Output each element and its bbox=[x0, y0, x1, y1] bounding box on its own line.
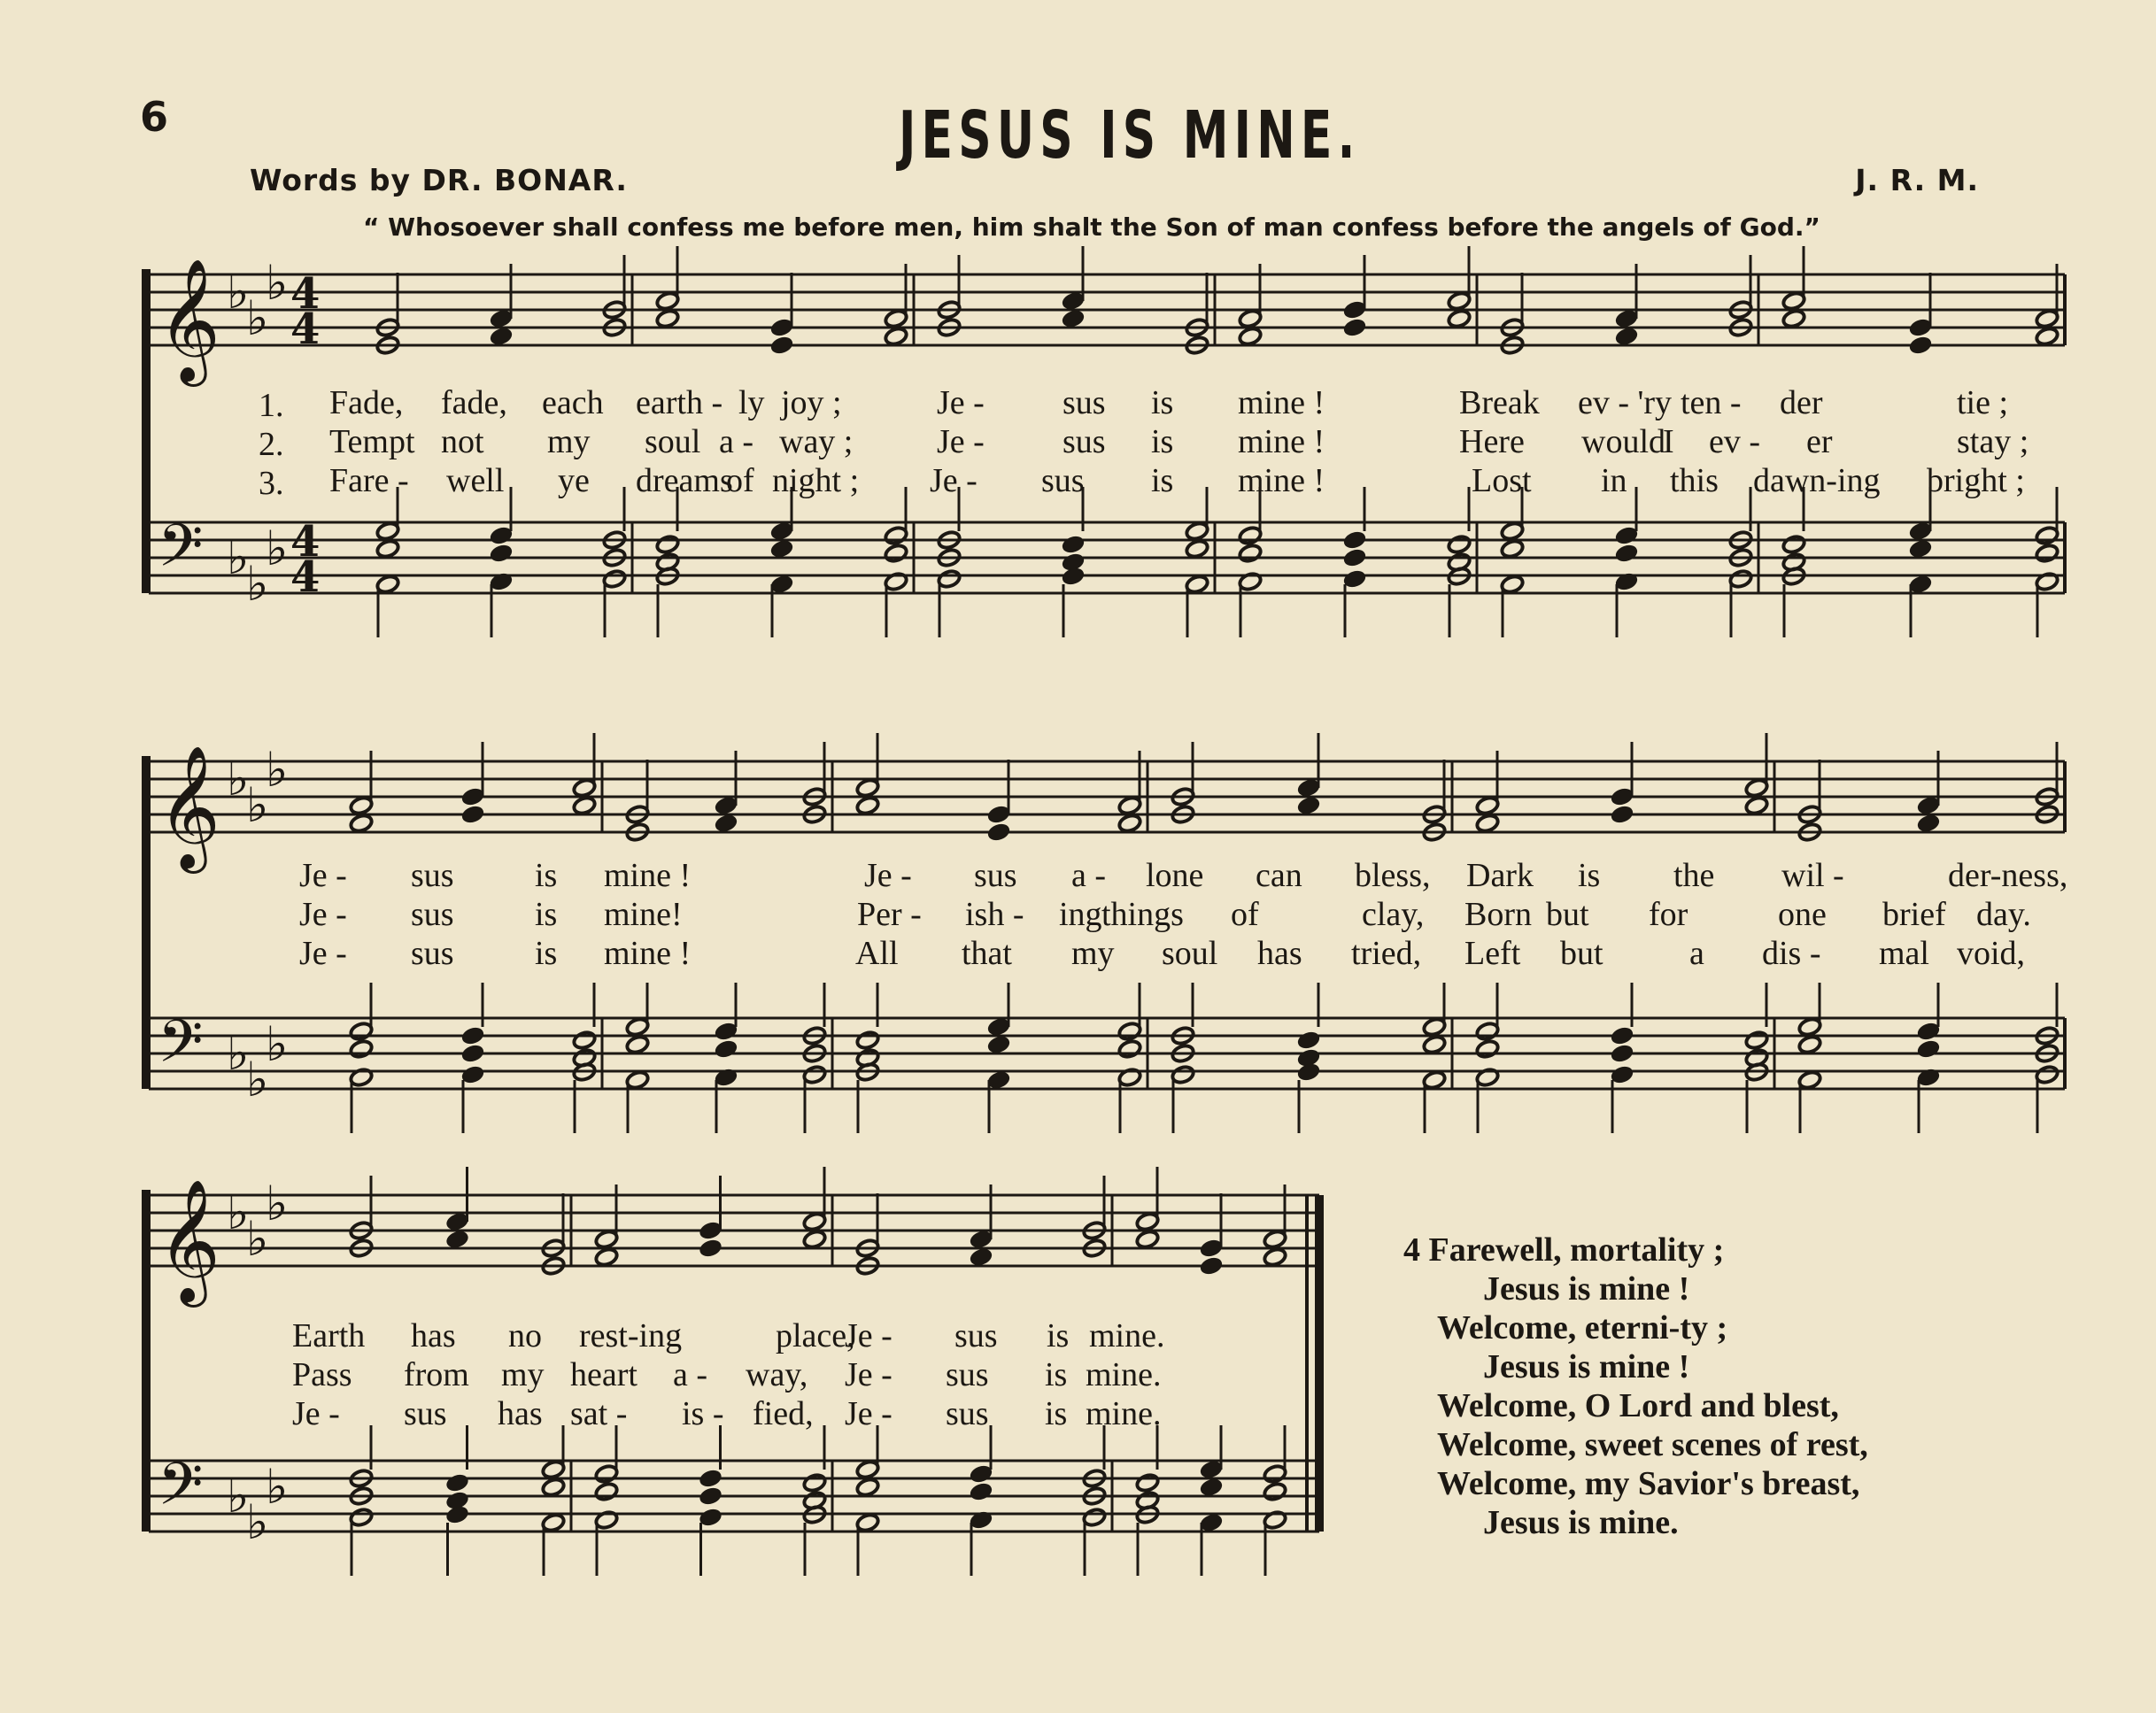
lyric-syllable: Earth bbox=[292, 1317, 366, 1354]
note-head bbox=[655, 534, 680, 554]
note-head bbox=[2035, 543, 2059, 563]
note-head bbox=[769, 335, 794, 355]
lyric-syllable: that bbox=[962, 935, 1012, 972]
lyric-syllable: Je - bbox=[937, 384, 985, 421]
note-head bbox=[1500, 538, 1525, 559]
treble-clef-icon: 𝄞 bbox=[158, 1179, 220, 1302]
note-head bbox=[444, 1504, 469, 1524]
page-number: 6 bbox=[140, 93, 169, 141]
lyric-syllable: is bbox=[535, 935, 558, 972]
lyric-syllable: Je - bbox=[845, 1356, 893, 1393]
note-head bbox=[460, 804, 485, 824]
note-head bbox=[625, 1034, 650, 1054]
lyric-syllable: Lost bbox=[1472, 462, 1532, 499]
note-head bbox=[1342, 529, 1367, 550]
lyric-syllable: sus bbox=[1063, 423, 1106, 460]
lyric-syllable: Fare - bbox=[329, 462, 409, 499]
lyric-syllable: mine. bbox=[1086, 1395, 1162, 1432]
lyric-syllable: sus bbox=[1063, 384, 1106, 421]
time-signature: 4 bbox=[290, 552, 321, 602]
note-head bbox=[1475, 813, 1500, 833]
composer-credit: J. R. M. bbox=[1855, 163, 1979, 197]
flat-icon: ♭ bbox=[246, 556, 269, 612]
lyric-syllable: Je - bbox=[864, 857, 912, 894]
note-head bbox=[2035, 326, 2059, 346]
lyric-syllable: sus bbox=[1041, 462, 1085, 499]
lyric-syllable: a bbox=[1689, 935, 1704, 972]
note-head bbox=[714, 1038, 738, 1059]
note-head bbox=[1610, 804, 1634, 824]
lyric-syllable: soul bbox=[645, 423, 701, 460]
note-head bbox=[572, 1030, 597, 1050]
lyric-syllable: mine ! bbox=[1238, 423, 1325, 460]
stanza-4-line-8: Jesus is mine. bbox=[1483, 1504, 1679, 1541]
note-head bbox=[1117, 1038, 1142, 1059]
note-head bbox=[1199, 1477, 1224, 1497]
flat-icon: ♭ bbox=[227, 751, 250, 806]
flat-icon: ♭ bbox=[246, 290, 269, 346]
note-head bbox=[1614, 326, 1639, 346]
lyric-syllable: brief bbox=[1882, 896, 1946, 933]
lyric-syllable: Fade, bbox=[329, 384, 404, 421]
lyric-syllable: Je - bbox=[930, 462, 978, 499]
lyric-syllable: tried, bbox=[1351, 935, 1422, 972]
note-head bbox=[1797, 1034, 1822, 1054]
lyric-syllable: dreams bbox=[636, 462, 733, 499]
lyric-syllable: Here bbox=[1459, 423, 1525, 460]
lyric-syllable: is bbox=[1045, 1395, 1068, 1432]
lyric-syllable: wil - bbox=[1781, 857, 1844, 894]
lyric-syllable: Born bbox=[1464, 896, 1532, 933]
flat-icon: ♭ bbox=[246, 777, 269, 833]
verse-number-2: 2. bbox=[259, 426, 284, 463]
note-head bbox=[986, 822, 1011, 842]
note-head bbox=[1296, 1061, 1321, 1082]
flat-icon: ♭ bbox=[246, 1052, 269, 1107]
note-head bbox=[714, 813, 738, 833]
note-head bbox=[698, 1485, 723, 1506]
lyric-syllable: mine ! bbox=[1238, 462, 1325, 499]
note-head bbox=[460, 1043, 485, 1063]
hymn-title: JESUS IS MINE. bbox=[899, 97, 1361, 174]
lyric-syllable: bright ; bbox=[1927, 462, 2025, 499]
stanza-4-line-4: Jesus is mine ! bbox=[1483, 1348, 1690, 1385]
note-head bbox=[884, 543, 908, 563]
lyric-syllable: is bbox=[1578, 857, 1601, 894]
bass-clef-icon: 𝄢 bbox=[158, 1007, 204, 1090]
lyric-syllable: way, bbox=[746, 1356, 808, 1393]
flat-icon: ♭ bbox=[266, 742, 289, 798]
lyric-syllable: sus bbox=[404, 1395, 447, 1432]
lyric-syllable: has bbox=[498, 1395, 543, 1432]
note-head bbox=[1916, 813, 1941, 833]
lyric-syllable: void, bbox=[1957, 935, 2026, 972]
note-head bbox=[444, 1472, 469, 1493]
note-head bbox=[572, 795, 597, 815]
lyric-syllable: is bbox=[535, 896, 558, 933]
lyric-syllable: way ; bbox=[779, 423, 854, 460]
lyric-syllable: mal bbox=[1879, 935, 1929, 972]
note-head bbox=[349, 813, 374, 833]
lyric-syllable: der-ness, bbox=[1948, 857, 2068, 894]
lyric-syllable: not bbox=[441, 423, 484, 460]
lyric-syllable: fade, bbox=[441, 384, 507, 421]
lyric-syllable: sus bbox=[411, 935, 454, 972]
note-head bbox=[698, 1238, 723, 1258]
lyric-syllable: mine ! bbox=[1238, 384, 1325, 421]
flat-icon: ♭ bbox=[227, 1468, 250, 1524]
note-head bbox=[1916, 1038, 1941, 1059]
lyric-syllable: Left bbox=[1464, 935, 1521, 972]
note-head bbox=[884, 326, 908, 346]
note-head bbox=[349, 1038, 374, 1059]
lyric-syllable: Dark bbox=[1466, 857, 1534, 894]
lyric-syllable: Je - bbox=[292, 1395, 340, 1432]
lyric-syllable: rest-ing bbox=[579, 1317, 683, 1354]
lyric-syllable: well bbox=[446, 462, 505, 499]
flat-icon: ♭ bbox=[227, 264, 250, 320]
stanza-4-line-3: Welcome, eterni-ty ; bbox=[1437, 1309, 1728, 1346]
lyric-syllable: my bbox=[547, 423, 591, 460]
lyric-syllable: joy ; bbox=[781, 384, 842, 421]
time-signature: 4 bbox=[290, 305, 321, 354]
lyric-syllable: bless, bbox=[1355, 857, 1431, 894]
stanza-4-line-5: Welcome, O Lord and blest, bbox=[1437, 1387, 1839, 1424]
flat-icon: ♭ bbox=[227, 1025, 250, 1081]
lyric-syllable: each bbox=[542, 384, 604, 421]
note-head bbox=[1342, 547, 1367, 567]
stanza-4-line-1: Farewell, mortality ; bbox=[1428, 1231, 1725, 1269]
lyric-syllable: can bbox=[1256, 857, 1302, 894]
lyric-syllable: of bbox=[726, 462, 754, 499]
lyric-syllable: sus bbox=[411, 896, 454, 933]
lyric-syllable: mine ! bbox=[604, 857, 692, 894]
lyric-syllable: sus bbox=[974, 857, 1017, 894]
flat-icon: ♭ bbox=[266, 1016, 289, 1072]
flat-icon: ♭ bbox=[246, 1211, 269, 1267]
note-head bbox=[1061, 566, 1086, 586]
flat-icon: ♭ bbox=[266, 521, 289, 576]
note-head bbox=[1744, 1030, 1769, 1050]
lyric-syllable: ye bbox=[558, 462, 590, 499]
note-head bbox=[802, 1472, 827, 1493]
note-head bbox=[541, 1477, 566, 1497]
flat-icon: ♭ bbox=[246, 1494, 269, 1550]
stanza-4-number: 4 bbox=[1403, 1231, 1420, 1269]
note-head bbox=[1475, 1038, 1500, 1059]
note-head bbox=[1610, 1043, 1634, 1063]
lyric-syllable: Je - bbox=[299, 896, 347, 933]
note-head bbox=[594, 1481, 619, 1501]
lyric-syllable: soul bbox=[1162, 935, 1218, 972]
flat-icon: ♭ bbox=[266, 1176, 289, 1231]
lyric-syllable: sat - bbox=[570, 1395, 628, 1432]
note-head bbox=[655, 308, 680, 328]
lyric-syllable: ev - bbox=[1709, 423, 1761, 460]
stanza-4 bbox=[1403, 1231, 1868, 1542]
lyric-syllable: Je - bbox=[299, 935, 347, 972]
lyric-syllable: Per - bbox=[857, 896, 922, 933]
lyric-syllable: I bbox=[1663, 423, 1674, 460]
lyric-syllable: clay, bbox=[1362, 896, 1425, 933]
lyric-syllable: a - bbox=[719, 423, 754, 460]
lyric-syllable: no bbox=[508, 1317, 542, 1354]
note-head bbox=[1199, 1255, 1224, 1276]
stanza-4-line-7: Welcome, my Savior's breast, bbox=[1437, 1465, 1860, 1502]
note-head bbox=[969, 1481, 993, 1501]
lyric-syllable: place, bbox=[776, 1317, 855, 1354]
note-head bbox=[969, 1246, 993, 1267]
lyric-syllable: Je - bbox=[845, 1395, 893, 1432]
lyric-syllable: Pass bbox=[292, 1356, 352, 1393]
lyric-syllable: is bbox=[1151, 384, 1174, 421]
lyricist-credit: Words by DR. BONAR. bbox=[250, 163, 628, 197]
note-head bbox=[802, 1229, 827, 1249]
lyric-syllable: Tempt bbox=[329, 423, 415, 460]
lyric-syllable: the bbox=[1673, 857, 1715, 894]
note-head bbox=[1296, 795, 1321, 815]
note-head bbox=[698, 1468, 723, 1488]
lyric-syllable: my bbox=[1071, 935, 1115, 972]
lyric-syllable: sus bbox=[411, 857, 454, 894]
treble-clef-icon: 𝄞 bbox=[158, 745, 220, 868]
lyric-syllable: Je - bbox=[299, 857, 347, 894]
lyric-syllable: ing bbox=[1059, 896, 1102, 933]
lyric-syllable: is bbox=[1151, 462, 1174, 499]
lyric-syllable: a - bbox=[673, 1356, 708, 1393]
note-head bbox=[1447, 534, 1472, 554]
note-head bbox=[489, 326, 514, 346]
verse-number-3: 3. bbox=[259, 465, 284, 502]
note-head bbox=[1422, 1034, 1447, 1054]
stanza-4-line-6: Welcome, sweet scenes of rest, bbox=[1437, 1426, 1868, 1463]
lyric-syllable: would bbox=[1581, 423, 1665, 460]
note-head bbox=[375, 538, 400, 559]
lyric-syllable: earth - bbox=[636, 384, 723, 421]
note-head bbox=[1238, 543, 1263, 563]
note-head bbox=[1610, 1025, 1634, 1046]
bass-clef-icon: 𝄢 bbox=[158, 1450, 204, 1532]
bass-clef-icon: 𝄢 bbox=[158, 512, 204, 594]
flat-icon: ♭ bbox=[227, 529, 250, 585]
note-head bbox=[1781, 308, 1806, 328]
lyric-syllable: this bbox=[1670, 462, 1719, 499]
verse-number-1: 1. bbox=[259, 387, 284, 424]
note-head bbox=[1185, 538, 1209, 559]
flat-icon: ♭ bbox=[266, 255, 289, 311]
lyric-syllable: a - bbox=[1071, 857, 1107, 894]
note-head bbox=[1061, 534, 1086, 554]
lyric-syllable: Break bbox=[1459, 384, 1540, 421]
lyric-syllable: but bbox=[1560, 935, 1603, 972]
lyric-syllable: is bbox=[1151, 423, 1174, 460]
flat-icon: ♭ bbox=[227, 1184, 250, 1240]
lyric-syllable: is bbox=[1045, 1356, 1068, 1393]
flat-icon: ♭ bbox=[266, 1459, 289, 1515]
lyric-syllable: but bbox=[1546, 896, 1589, 933]
note-head bbox=[1263, 1246, 1287, 1267]
lyric-syllable: my bbox=[501, 1356, 545, 1393]
lyric-syllable: All bbox=[855, 935, 899, 972]
lyric-syllable: Je - bbox=[845, 1317, 893, 1354]
lyric-syllable: ish - bbox=[965, 896, 1024, 933]
lyric-syllable: one bbox=[1778, 896, 1827, 933]
lyric-syllable: lone bbox=[1146, 857, 1204, 894]
note-head bbox=[1781, 534, 1806, 554]
lyric-syllable: sus bbox=[946, 1356, 989, 1393]
note-head bbox=[855, 1477, 880, 1497]
lyric-syllable: mine ! bbox=[604, 935, 692, 972]
note-head bbox=[1117, 813, 1142, 833]
note-head bbox=[986, 1034, 1011, 1054]
lyric-syllable: er bbox=[1806, 423, 1833, 460]
note-head bbox=[1135, 1472, 1160, 1493]
lyric-syllable: der bbox=[1780, 384, 1823, 421]
epigraph: “ Whosoever shall confess me before men, him shalt the Son of man confess before the angels of God.” bbox=[363, 212, 1820, 242]
lyric-syllable: day. bbox=[1976, 896, 2031, 933]
lyric-syllable: is bbox=[535, 857, 558, 894]
lyric-syllable: mine. bbox=[1086, 1356, 1162, 1393]
lyric-syllable: from bbox=[404, 1356, 469, 1393]
note-head bbox=[1296, 1030, 1321, 1050]
lyric-syllable: has bbox=[411, 1317, 456, 1354]
note-head bbox=[460, 1025, 485, 1046]
note-head bbox=[855, 1030, 880, 1050]
lyric-syllable: of bbox=[1231, 896, 1259, 933]
note-head bbox=[1744, 795, 1769, 815]
lyric-syllable: for bbox=[1649, 896, 1688, 933]
time-signature: 4 bbox=[290, 517, 321, 567]
note-head bbox=[1908, 538, 1933, 559]
lyric-syllable: fied, bbox=[753, 1395, 814, 1432]
note-head bbox=[1614, 543, 1639, 563]
lyric-syllable: ten - bbox=[1681, 384, 1742, 421]
lyric-syllable: night ; bbox=[772, 462, 860, 499]
lyric-syllable: ev - 'ry bbox=[1578, 384, 1673, 421]
note-head bbox=[1447, 308, 1472, 328]
lyric-syllable: ly bbox=[738, 384, 765, 421]
note-head bbox=[769, 538, 794, 559]
lyric-syllable: mine! bbox=[604, 896, 683, 933]
lyric-syllable: sus bbox=[954, 1317, 998, 1354]
lyric-syllable: dis - bbox=[1762, 935, 1821, 972]
note-head bbox=[1061, 308, 1086, 328]
lyric-syllable: in bbox=[1601, 462, 1627, 499]
lyric-syllable: mine. bbox=[1089, 1317, 1165, 1354]
lyric-syllable: is bbox=[1047, 1317, 1070, 1354]
lyric-syllable: things bbox=[1101, 896, 1184, 933]
treble-clef-icon: 𝄞 bbox=[158, 258, 220, 382]
lyric-syllable: is - bbox=[682, 1395, 724, 1432]
lyric-syllable: has bbox=[1257, 935, 1302, 972]
note-head bbox=[489, 543, 514, 563]
lyric-syllable: Je - bbox=[937, 423, 985, 460]
note-head bbox=[855, 795, 880, 815]
lyric-syllable: sus bbox=[946, 1395, 989, 1432]
lyric-syllable: tie ; bbox=[1957, 384, 2009, 421]
note-head bbox=[1908, 335, 1933, 355]
note-head bbox=[1263, 1481, 1287, 1501]
stanza-4-line-2: Jesus is mine ! bbox=[1483, 1270, 1690, 1308]
lyric-syllable: stay ; bbox=[1957, 423, 2029, 460]
time-signature: 4 bbox=[290, 269, 321, 319]
lyric-syllable: dawn-ing bbox=[1753, 462, 1881, 499]
note-head bbox=[1135, 1229, 1160, 1249]
note-head bbox=[594, 1246, 619, 1267]
note-head bbox=[1342, 317, 1367, 337]
note-head bbox=[444, 1229, 469, 1249]
lyric-syllable: heart bbox=[570, 1356, 638, 1393]
note-head bbox=[1238, 326, 1263, 346]
